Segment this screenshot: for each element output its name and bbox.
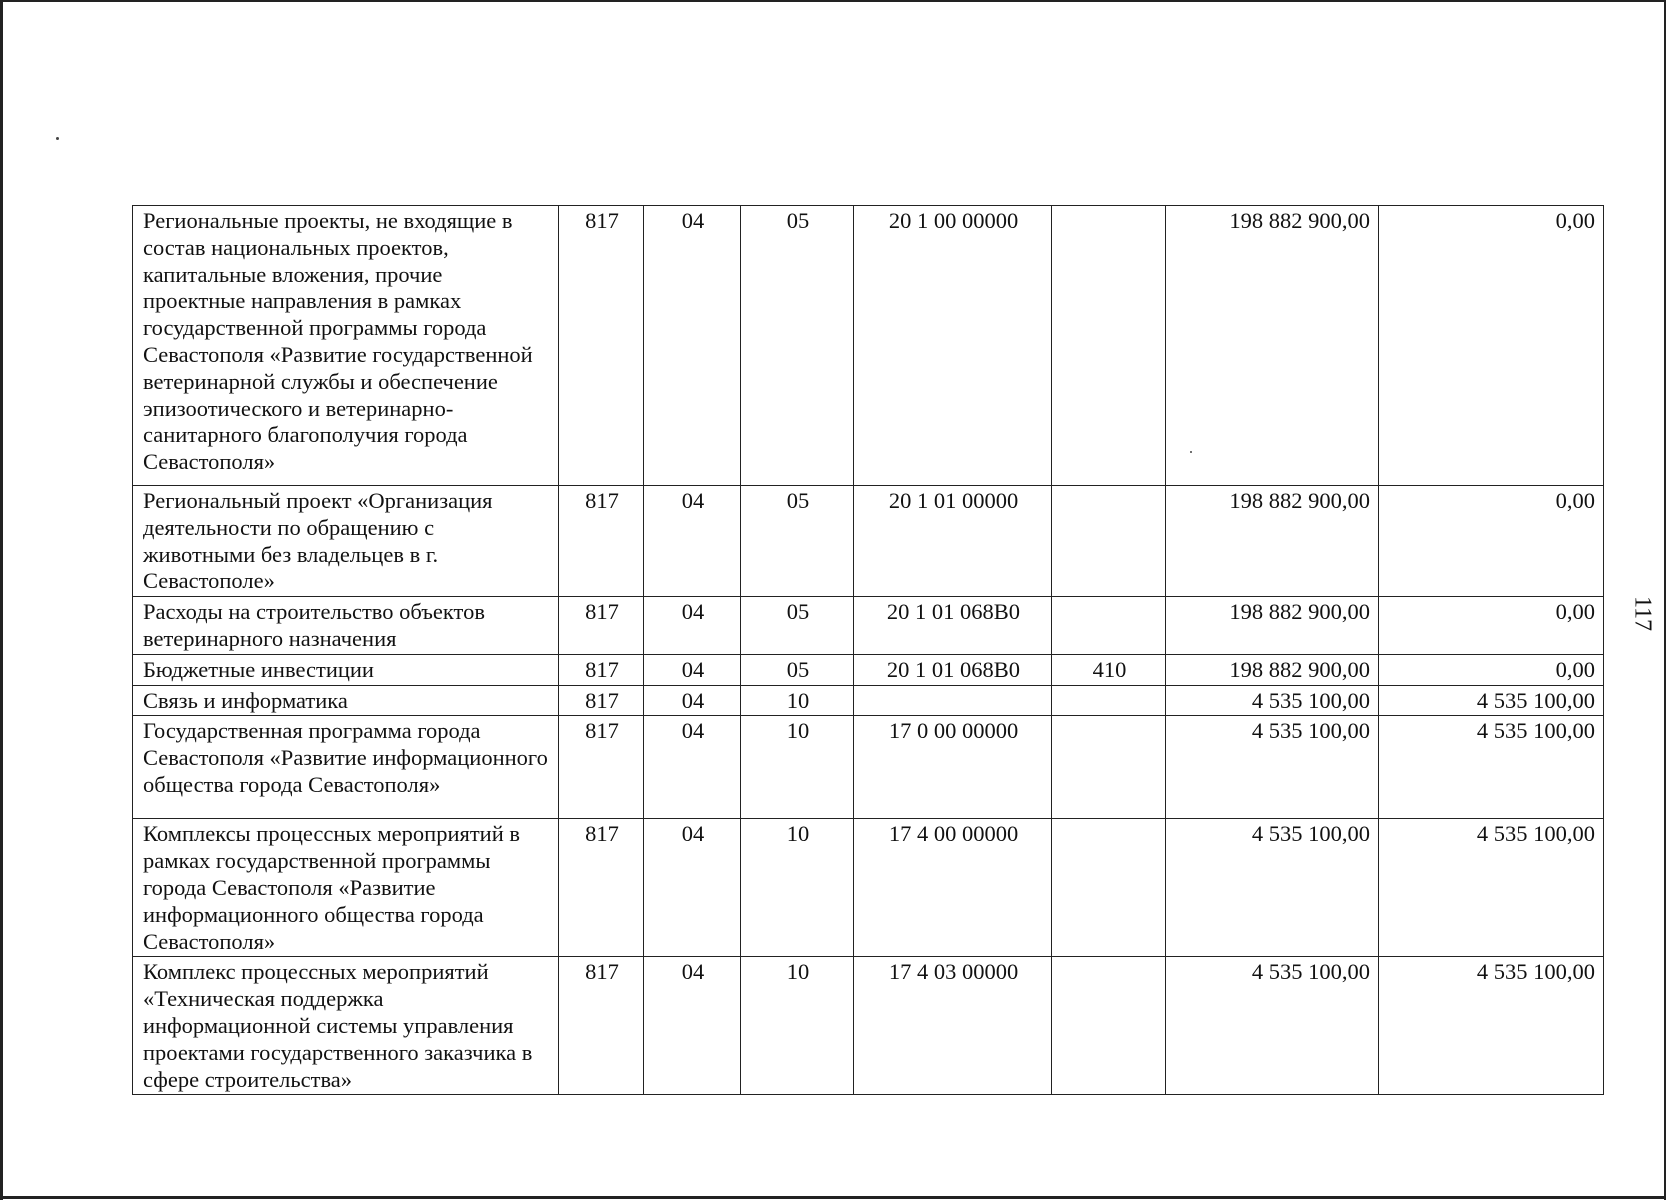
table-row [133,819,1604,957]
row-section-code: 04 [644,206,741,486]
row-target-article: 17 4 00 00000 [854,819,1052,957]
table-row [133,654,1604,685]
row-subsection-code: 05 [741,486,854,597]
row-amount-1: 198 882 900,00 [1166,597,1379,655]
row-grbs-code: 817 [559,654,644,685]
row-grbs-code: 817 [559,716,644,819]
row-amount-2: 4 535 100,00 [1379,685,1604,716]
row-expense-type [1052,716,1166,819]
row-section-code: 04 [644,957,741,1095]
row-section-code: 04 [644,819,741,957]
row-target-article: 20 1 01 00000 [854,486,1052,597]
row-section-code: 04 [644,716,741,819]
row-amount-2: 4 535 100,00 [1379,819,1604,957]
row-grbs-code: 817 [559,597,644,655]
row-amount-2: 4 535 100,00 [1379,716,1604,819]
table-row [133,685,1604,716]
table-row [133,597,1604,655]
row-target-article: 20 1 01 068В0 [854,654,1052,685]
row-expense-type [1052,685,1166,716]
row-target-article: 17 0 00 00000 [854,716,1052,819]
row-subsection-code: 05 [741,654,854,685]
row-section-code: 04 [644,685,741,716]
page-bottom-edge [0,1196,1666,1199]
row-target-article: 20 1 00 00000 [854,206,1052,486]
row-description: Расходы на строительство объектов ветеринарного назначения [133,597,559,655]
table-row [133,206,1604,486]
row-amount-1: 198 882 900,00 [1166,206,1379,486]
budget-table [132,205,1604,1095]
row-expense-type [1052,819,1166,957]
row-target-article: 20 1 01 068В0 [854,597,1052,655]
row-amount-2: 0,00 [1379,597,1604,655]
row-description: Бюджетные инвестиции [133,654,559,685]
table-body [133,206,1604,1095]
row-expense-type: 410 [1052,654,1166,685]
row-description: Комплекс процессных мероприятий «Техническая поддержка информационной системы управления проектами государственного заказчика в сфере строительства» [133,957,559,1095]
row-section-code: 04 [644,597,741,655]
row-target-article [854,685,1052,716]
row-subsection-code: 10 [741,957,854,1095]
row-subsection-code: 05 [741,206,854,486]
row-amount-1: 198 882 900,00 [1166,486,1379,597]
row-subsection-code: 10 [741,716,854,819]
row-expense-type [1052,206,1166,486]
scan-speck [56,137,59,140]
row-expense-type [1052,597,1166,655]
row-description: Государственная программа города Севастополя «Развитие информационного общества города Севастополя» [133,716,559,819]
row-amount-2: 4 535 100,00 [1379,957,1604,1095]
row-description: Региональные проекты, не входящие в состав национальных проектов, капитальные вложения, прочие проектные направления в рамках государственной программы города Севастополя «Развитие государственной ветеринарной службы и обеспечение эпизоотического и ветеринарно-санитарного благополучия города Севастополя» [133,206,559,486]
row-grbs-code: 817 [559,206,644,486]
row-section-code: 04 [644,486,741,597]
row-amount-2: 0,00 [1379,654,1604,685]
row-subsection-code: 10 [741,685,854,716]
row-description: Связь и информатика [133,685,559,716]
row-section-code: 04 [644,654,741,685]
row-amount-1: 4 535 100,00 [1166,685,1379,716]
row-description: Комплексы процессных мероприятий в рамках государственной программы города Севастополя «Развитие информационного общества города Севастополя» [133,819,559,957]
row-amount-1: 4 535 100,00 [1166,819,1379,957]
page-number: 117 [1629,595,1656,632]
row-description: Региональный проект «Организация деятельности по обращению с животными без владельцев в г. Севастополе» [133,486,559,597]
table-row [133,716,1604,819]
row-amount-1: 198 882 900,00 [1166,654,1379,685]
row-amount-2: 0,00 [1379,206,1604,486]
table-row [133,957,1604,1095]
row-amount-1: 4 535 100,00 [1166,716,1379,819]
table-row [133,486,1604,597]
row-subsection-code: 05 [741,597,854,655]
row-amount-1: 4 535 100,00 [1166,957,1379,1095]
row-expense-type [1052,957,1166,1095]
row-grbs-code: 817 [559,685,644,716]
row-amount-2: 0,00 [1379,486,1604,597]
row-grbs-code: 817 [559,957,644,1095]
row-target-article: 17 4 03 00000 [854,957,1052,1095]
row-grbs-code: 817 [559,819,644,957]
row-grbs-code: 817 [559,486,644,597]
row-subsection-code: 10 [741,819,854,957]
row-expense-type [1052,486,1166,597]
